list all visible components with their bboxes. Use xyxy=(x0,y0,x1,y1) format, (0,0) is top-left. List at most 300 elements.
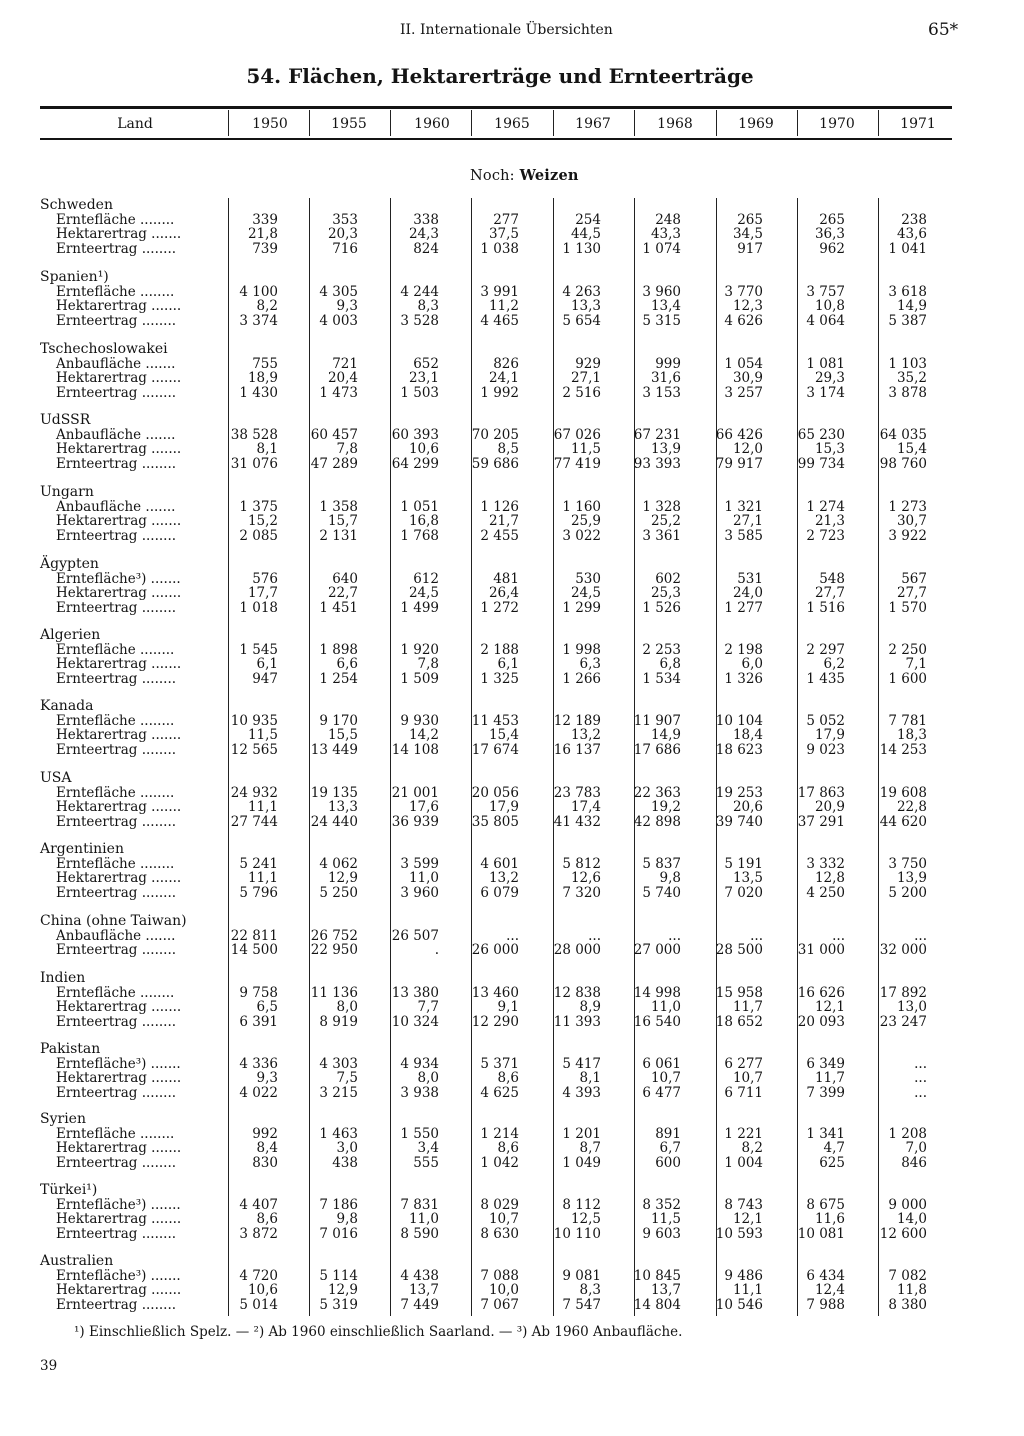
table-cell: 14,9 xyxy=(896,298,927,314)
table-cell: 7,7 xyxy=(417,999,439,1015)
table-cell: 947 xyxy=(252,670,278,687)
header-separator xyxy=(471,110,472,136)
table-cell: 13 460 xyxy=(471,984,519,1001)
table-cell: 13,0 xyxy=(896,999,927,1015)
table-cell: 7 067 xyxy=(480,1296,519,1313)
table-cell: 3 332 xyxy=(806,855,845,872)
table-cell: 12 600 xyxy=(879,1225,927,1242)
table-cell: 1 768 xyxy=(400,527,439,544)
table-cell: 13,3 xyxy=(570,298,601,314)
table-cell: 6,1 xyxy=(256,656,278,672)
row-label: Hektarertrag ....... xyxy=(56,1211,182,1227)
table-cell: 13,2 xyxy=(570,727,601,743)
table-cell: 43,6 xyxy=(896,226,927,242)
table-cell: 1 451 xyxy=(319,599,358,616)
table-cell: 9,3 xyxy=(256,1070,278,1086)
table-cell: 721 xyxy=(332,355,358,372)
table-cell: 9 170 xyxy=(319,712,358,729)
table-cell: 13,4 xyxy=(650,298,681,314)
row-label: Ernteertrag ........ xyxy=(56,1225,177,1242)
table-cell: 12 565 xyxy=(230,741,278,758)
subheading-prefix: Noch: xyxy=(470,168,520,184)
table-cell: ... xyxy=(914,927,927,944)
table-cell: 600 xyxy=(655,1154,681,1171)
table-cell: ... xyxy=(506,927,519,944)
table-cell: 32 000 xyxy=(879,942,927,958)
table-cell: 13,2 xyxy=(488,870,519,886)
table-cell: 2 188 xyxy=(480,641,519,658)
table-cell: 999 xyxy=(655,355,681,372)
table-cell: 23 247 xyxy=(879,1013,927,1030)
table-cell: 26 507 xyxy=(391,927,439,944)
table-cell: 1 214 xyxy=(480,1125,519,1142)
row-label: Erntefläche³) ....... xyxy=(56,570,181,587)
table-cell: 12,1 xyxy=(732,1211,763,1227)
table-cell: 846 xyxy=(901,1154,927,1171)
table-cell: ... xyxy=(832,927,845,944)
table-cell: 24,1 xyxy=(488,370,519,386)
table-cell: 2 131 xyxy=(319,527,358,544)
column-header-year: 1971 xyxy=(900,116,936,132)
table-cell: 5 417 xyxy=(562,1055,601,1072)
table-cell: 25,3 xyxy=(650,585,681,601)
row-label: Ernteertrag ........ xyxy=(56,1013,177,1030)
table-cell: 3 528 xyxy=(400,312,439,329)
table-cell: 34,5 xyxy=(732,226,763,242)
row-label: Hektarertrag ....... xyxy=(56,1070,182,1086)
table-cell: 28 500 xyxy=(715,942,763,958)
table-cell: 555 xyxy=(413,1154,439,1171)
table-cell: 8,6 xyxy=(497,1070,519,1086)
row-label: Erntefläche ........ xyxy=(56,211,175,228)
table-cell: 3 922 xyxy=(888,527,927,544)
table-cell: 6 061 xyxy=(642,1055,681,1072)
table-cell: 9,1 xyxy=(497,999,519,1015)
table-cell: 10,6 xyxy=(408,441,439,457)
table-cell: 830 xyxy=(252,1154,278,1171)
row-label: Hektarertrag ....... xyxy=(56,1140,182,1156)
table-cell: 10 593 xyxy=(715,1225,763,1242)
table-cell: 652 xyxy=(413,355,439,372)
row-label: Erntefläche ........ xyxy=(56,855,175,872)
table-cell: 3 872 xyxy=(239,1225,278,1242)
table-cell: 18 652 xyxy=(715,1013,763,1030)
row-label: Erntefläche³) ....... xyxy=(56,1267,181,1284)
table-cell: 2 297 xyxy=(806,641,845,658)
table-cell: 6 434 xyxy=(806,1267,845,1284)
table-cell: 1 277 xyxy=(724,599,763,616)
table-cell: 7 186 xyxy=(319,1196,358,1213)
table-cell: 12 290 xyxy=(471,1013,519,1030)
table-cell: 481 xyxy=(493,570,519,587)
table-cell: 4 263 xyxy=(562,283,601,300)
table-cell: 8,2 xyxy=(741,1140,763,1156)
table-cell: 1 321 xyxy=(724,498,763,515)
table-cell: 1 208 xyxy=(888,1125,927,1142)
table-cell: 6 391 xyxy=(239,1013,278,1030)
table-cell: 1 435 xyxy=(806,670,845,687)
table-cell: 5 315 xyxy=(642,312,681,329)
table-cell: 5 740 xyxy=(642,884,681,901)
row-label: Hektarertrag ....... xyxy=(56,656,182,672)
row-label: Hektarertrag ....... xyxy=(56,727,182,743)
table-cell: 5 014 xyxy=(239,1296,278,1313)
table-cell: 13,5 xyxy=(732,870,763,886)
table-cell: 37,5 xyxy=(488,226,519,242)
table-cell: 2 516 xyxy=(562,384,601,401)
table-cell: 1 325 xyxy=(480,670,519,687)
table-cell: 9 930 xyxy=(400,712,439,729)
table-cell: 5 371 xyxy=(480,1055,519,1072)
table-cell: 10,8 xyxy=(814,298,845,314)
table-cell: 21,3 xyxy=(814,513,845,529)
country-name: UdSSR xyxy=(40,412,91,428)
table-cell: 11,5 xyxy=(247,727,278,743)
table-cell: 531 xyxy=(737,570,763,587)
row-label: Hektarertrag ....... xyxy=(56,513,182,529)
table-cell: 30,7 xyxy=(896,513,927,529)
table-cell: 14 253 xyxy=(879,741,927,758)
table-cell: 6,7 xyxy=(659,1140,681,1156)
table-cell: 7 831 xyxy=(400,1196,439,1213)
table-cell: 36 939 xyxy=(391,813,439,830)
column-separator xyxy=(797,198,798,1316)
table-cell: 4 336 xyxy=(239,1055,278,1072)
country-name: USA xyxy=(40,770,72,786)
table-cell: 3 878 xyxy=(888,384,927,401)
table-cell: 17,6 xyxy=(408,799,439,815)
table-cell: ... xyxy=(668,927,681,944)
table-cell: 11,1 xyxy=(247,870,278,886)
table-cell: 1 509 xyxy=(400,670,439,687)
table-cell: 15,4 xyxy=(896,441,927,457)
column-header-year: 1970 xyxy=(819,116,855,132)
table-cell: 17,9 xyxy=(814,727,845,743)
country-name: Türkei¹) xyxy=(40,1182,98,1198)
table-cell: 17,9 xyxy=(488,799,519,815)
row-label: Ernteertrag ........ xyxy=(56,312,177,329)
table-cell: 22 363 xyxy=(633,784,681,801)
table-cell: 3 215 xyxy=(319,1084,358,1101)
table-cell: 1 570 xyxy=(888,599,927,616)
table-cell: 8 590 xyxy=(400,1225,439,1242)
table-cell: 20,6 xyxy=(732,799,763,815)
table-cell: 3 770 xyxy=(724,283,763,300)
table-cell: 11 136 xyxy=(310,984,358,1001)
row-label: Erntefläche³) ....... xyxy=(56,1055,181,1072)
table-cell: 13,7 xyxy=(408,1282,439,1298)
row-label: Ernteertrag ........ xyxy=(56,1084,177,1101)
table-cell: 3 599 xyxy=(400,855,439,872)
table-cell: 79 917 xyxy=(715,455,763,472)
table-cell: ... xyxy=(750,927,763,944)
table-cell: 917 xyxy=(737,240,763,257)
table-cell: 5 052 xyxy=(806,712,845,729)
table-cell: 4 022 xyxy=(239,1084,278,1101)
row-label: Ernteertrag ........ xyxy=(56,1154,177,1171)
header-separator xyxy=(878,110,879,136)
row-label: Hektarertrag ....... xyxy=(56,441,182,457)
table-cell: 5 250 xyxy=(319,884,358,901)
table-cell: 1 328 xyxy=(642,498,681,515)
table-cell: 12,0 xyxy=(732,441,763,457)
table-cell: 9 486 xyxy=(724,1267,763,1284)
table-cell: 2 250 xyxy=(888,641,927,658)
table-cell: 14,9 xyxy=(650,727,681,743)
table-cell: 15,2 xyxy=(247,513,278,529)
table-cell: 8 743 xyxy=(724,1196,763,1213)
table-cell: 20,4 xyxy=(327,370,358,386)
table-header-rule xyxy=(40,138,952,140)
table-cell: 39 740 xyxy=(715,813,763,830)
table-cell: 65 230 xyxy=(797,426,845,443)
row-label: Ernteertrag ........ xyxy=(56,670,177,687)
table-cell: 1 081 xyxy=(806,355,845,372)
row-label: Ernteertrag ........ xyxy=(56,942,177,958)
table-cell: 36,3 xyxy=(814,226,845,242)
table-cell: 1 126 xyxy=(480,498,519,515)
row-label: Hektarertrag ....... xyxy=(56,799,182,815)
table-cell: 9 758 xyxy=(239,984,278,1001)
table-cell: 12,4 xyxy=(814,1282,845,1298)
table-cell: 5 319 xyxy=(319,1296,358,1313)
table-cell: 4 625 xyxy=(480,1084,519,1101)
table-cell: 17,4 xyxy=(570,799,601,815)
table-cell: 27 744 xyxy=(230,813,278,830)
table-cell: 13,7 xyxy=(650,1282,681,1298)
row-label: Hektarertrag ....... xyxy=(56,226,182,242)
table-cell: 4 305 xyxy=(319,283,358,300)
table-cell: 20,9 xyxy=(814,799,845,815)
table-cell: 1 004 xyxy=(724,1154,763,1171)
table-cell: ... xyxy=(914,1084,927,1101)
table-cell: 17 686 xyxy=(633,741,681,758)
table-cell: 9 081 xyxy=(562,1267,601,1284)
row-label: Anbaufläche ....... xyxy=(56,355,176,372)
table-cell: 1 992 xyxy=(480,384,519,401)
row-label: Ernteertrag ........ xyxy=(56,741,177,758)
row-label: Ernteertrag ........ xyxy=(56,384,177,401)
table-cell: 625 xyxy=(819,1154,845,1171)
table-cell: 11,5 xyxy=(650,1211,681,1227)
table-cell: 8 112 xyxy=(562,1196,601,1213)
table-cell: 9,3 xyxy=(336,298,358,314)
table-cell: 14 108 xyxy=(391,741,439,758)
table-cell: 4 250 xyxy=(806,884,845,901)
table-cell: 4 303 xyxy=(319,1055,358,1072)
table-cell: 11,1 xyxy=(247,799,278,815)
row-label: Anbaufläche ....... xyxy=(56,927,176,944)
table-cell: 35 805 xyxy=(471,813,519,830)
table-cell: 929 xyxy=(575,355,601,372)
table-cell: 1 041 xyxy=(888,240,927,257)
table-cell: 12 838 xyxy=(553,984,601,1001)
table-cell: 6 349 xyxy=(806,1055,845,1072)
table-cell: 1 358 xyxy=(319,498,358,515)
table-cell: 4 064 xyxy=(806,312,845,329)
table-cell: 339 xyxy=(252,211,278,228)
table-cell: 3 257 xyxy=(724,384,763,401)
table-cell: 59 686 xyxy=(471,455,519,472)
table-cell: 7,8 xyxy=(417,656,439,672)
section-header: II. Internationale Übersichten xyxy=(400,22,613,38)
table-cell: 11,2 xyxy=(488,298,519,314)
table-cell: 8 630 xyxy=(480,1225,519,1242)
table-cell: 14 500 xyxy=(230,942,278,958)
table-cell: 3 991 xyxy=(480,283,519,300)
row-label: Ernteertrag ........ xyxy=(56,455,177,472)
table-cell: 3 960 xyxy=(400,884,439,901)
row-label: Hektarertrag ....... xyxy=(56,999,182,1015)
table-cell: 3 153 xyxy=(642,384,681,401)
table-cell: 2 198 xyxy=(724,641,763,658)
column-separator xyxy=(228,198,229,1316)
table-subheading xyxy=(470,167,579,184)
table-cell: 37 291 xyxy=(797,813,845,830)
column-header-year: 1969 xyxy=(738,116,774,132)
table-cell: ... xyxy=(914,1070,927,1086)
table-cell: 3 022 xyxy=(562,527,601,544)
table-cell: 7 399 xyxy=(806,1084,845,1101)
table-cell: 30,9 xyxy=(732,370,763,386)
table-cell: 10,7 xyxy=(650,1070,681,1086)
table-cell: 1 049 xyxy=(562,1154,601,1171)
table-cell: 66 426 xyxy=(715,426,763,443)
table-cell: 38 528 xyxy=(230,426,278,443)
table-cell: 16,8 xyxy=(408,513,439,529)
table-cell: 25,9 xyxy=(570,513,601,529)
table-cell: 530 xyxy=(575,570,601,587)
table-cell: 14 998 xyxy=(633,984,681,1001)
table-cell: 8,4 xyxy=(256,1140,278,1156)
table-cell: 8,9 xyxy=(579,999,601,1015)
subheading-crop: Weizen xyxy=(519,167,579,184)
table-cell: 4 407 xyxy=(239,1196,278,1213)
table-cell: 277 xyxy=(493,211,519,228)
country-name: China (ohne Taiwan) xyxy=(40,913,187,929)
table-cell: 248 xyxy=(655,211,681,228)
row-label: Ernteertrag ........ xyxy=(56,884,177,901)
row-label: Anbaufläche ....... xyxy=(56,498,176,515)
table-cell: 3 585 xyxy=(724,527,763,544)
table-cell: 29,3 xyxy=(814,370,845,386)
table-cell: 18,3 xyxy=(896,727,927,743)
table-cell: 24,5 xyxy=(408,585,439,601)
table-cell: 4 393 xyxy=(562,1084,601,1101)
table-cell: 265 xyxy=(737,211,763,228)
page-number: 65* xyxy=(928,20,959,40)
row-label: Erntefläche ........ xyxy=(56,283,175,300)
table-cell: 6,3 xyxy=(579,656,601,672)
table-cell: 4,7 xyxy=(823,1140,845,1156)
table-cell: 1 201 xyxy=(562,1125,601,1142)
table-cell: 962 xyxy=(819,240,845,257)
header-separator xyxy=(228,110,229,136)
table-cell: 26 752 xyxy=(310,927,358,944)
table-cell: 1 600 xyxy=(888,670,927,687)
table-cell: 27,1 xyxy=(570,370,601,386)
table-cell: 5 241 xyxy=(239,855,278,872)
table-cell: 13,3 xyxy=(327,799,358,815)
table-cell: 1 254 xyxy=(319,670,358,687)
table-cell: 1 534 xyxy=(642,670,681,687)
table-cell: 1 550 xyxy=(400,1125,439,1142)
row-label: Hektarertrag ....... xyxy=(56,585,182,601)
row-label: Ernteertrag ........ xyxy=(56,240,177,257)
table-cell: 93 393 xyxy=(633,455,681,472)
column-header-year: 1968 xyxy=(657,116,693,132)
table-cell: 22 811 xyxy=(230,927,278,944)
country-name: Schweden xyxy=(40,197,113,213)
table-cell: 6 079 xyxy=(480,884,519,901)
table-cell: 3 374 xyxy=(239,312,278,329)
table-cell: 67 026 xyxy=(553,426,601,443)
table-cell: 23 783 xyxy=(553,784,601,801)
table-cell: 98 760 xyxy=(879,455,927,472)
table-cell: 640 xyxy=(332,570,358,587)
table-cell: 6,1 xyxy=(497,656,519,672)
table-cell: 9,8 xyxy=(659,870,681,886)
table-cell: 21 001 xyxy=(391,784,439,801)
table-cell: 7 988 xyxy=(806,1296,845,1313)
table-cell: 60 457 xyxy=(310,426,358,443)
table-cell: 20,3 xyxy=(327,226,358,242)
table-cell: 5 837 xyxy=(642,855,681,872)
table-cell: 8,2 xyxy=(256,298,278,314)
table-cell: 11 393 xyxy=(553,1013,601,1030)
footnote: ¹) Einschließlich Spelz. — ²) Ab 1960 einschließlich Saarland. — ³) Ab 1960 Anbaufläche. xyxy=(74,1324,683,1340)
country-name: Ungarn xyxy=(40,484,94,500)
table-cell: 27,7 xyxy=(896,585,927,601)
table-cell: 24 932 xyxy=(230,784,278,801)
row-label: Erntefläche ........ xyxy=(56,1125,175,1142)
table-cell: 265 xyxy=(819,211,845,228)
column-header-year: 1950 xyxy=(252,116,288,132)
table-cell: 1 341 xyxy=(806,1125,845,1142)
table-cell: 6,8 xyxy=(659,656,681,672)
table-cell: 1 499 xyxy=(400,599,439,616)
country-name: Tschechoslowakei xyxy=(40,341,168,357)
table-cell: 16 540 xyxy=(633,1013,681,1030)
table-cell: 22,7 xyxy=(327,585,358,601)
row-label: Erntefläche ........ xyxy=(56,784,175,801)
table-cell: 64 035 xyxy=(879,426,927,443)
table-cell: 4 244 xyxy=(400,283,439,300)
table-cell: 4 626 xyxy=(724,312,763,329)
table-cell: 19 253 xyxy=(715,784,763,801)
table-cell: 3 750 xyxy=(888,855,927,872)
table-cell: 8 919 xyxy=(319,1013,358,1030)
table-cell: 2 085 xyxy=(239,527,278,544)
table-cell: 1 273 xyxy=(888,498,927,515)
table-cell: 1 054 xyxy=(724,355,763,372)
table-cell: 20 056 xyxy=(471,784,519,801)
table-cell: 1 503 xyxy=(400,384,439,401)
table-cell: 17 863 xyxy=(797,784,845,801)
table-cell: 8,0 xyxy=(417,1070,439,1086)
table-cell: 612 xyxy=(413,570,439,587)
row-label: Hektarertrag ....... xyxy=(56,370,182,386)
row-label: Erntefläche³) ....... xyxy=(56,1196,181,1213)
table-cell: 4 003 xyxy=(319,312,358,329)
table-cell: 17 674 xyxy=(471,741,519,758)
table-cell: 1 074 xyxy=(642,240,681,257)
table-cell: 7,8 xyxy=(336,441,358,457)
row-label: Ernteertrag ........ xyxy=(56,1296,177,1313)
table-cell: 10,7 xyxy=(488,1211,519,1227)
table-cell: 3,4 xyxy=(417,1140,439,1156)
table-cell: 7 016 xyxy=(319,1225,358,1242)
